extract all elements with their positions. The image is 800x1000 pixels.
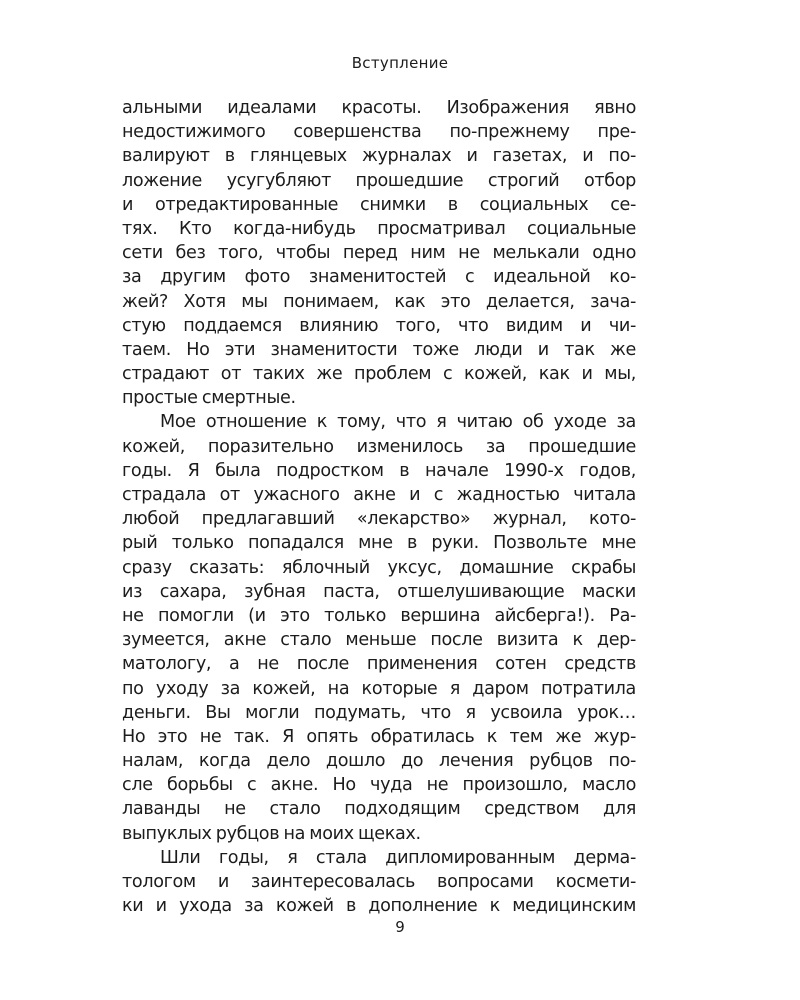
text-line: стую поддаемся влиянию того, что видим и чи- <box>122 315 636 336</box>
text-line: годы. Я была подростком в начале 1990-х годов, <box>122 460 636 481</box>
text-line: Шли годы, я стала дипломированным дерма- <box>160 847 636 868</box>
running-header: Вступление <box>351 54 449 72</box>
text-line: не помогли (и это только вершина айсберга!). Ра- <box>122 605 636 626</box>
text-line: простые смертные. <box>122 388 296 409</box>
text-line: страдала от ужасного акне и с жадностью читала <box>122 485 636 505</box>
text-line: за другим фото знаменитостей с идеальной ко- <box>122 267 636 288</box>
text-line: деньги. Вы могли подумать, что я усвоила урок… <box>122 702 636 723</box>
text-line: из сахара, зубная паста, отшелушивающие маски <box>122 581 636 602</box>
text-line: зумеется, акне стало меньше после визита к дер- <box>122 630 636 651</box>
text-line: таем. Но эти знаменитости тоже люди и так же <box>122 339 636 360</box>
text-line: сразу сказать: яблочный уксус, домашние скрабы <box>122 557 636 578</box>
text-line: валируют в глянцевых журналах и газетах, и по- <box>122 146 636 167</box>
text-line: страдают от таких же проблем с кожей, как и мы, <box>122 364 636 385</box>
text-line: сети без того, чтобы перед ним не мелькали одно <box>122 243 636 264</box>
text-line: сле борьбы с акне. Но чуда не произошло, масло <box>122 775 636 796</box>
text-line: альными идеалами красоты. Изображения явно <box>122 98 636 118</box>
text-line: жей? Хотя мы понимаем, как это делается, зача- <box>122 291 636 312</box>
text-line: тях. Кто когда-нибудь просматривал социальные <box>122 218 636 239</box>
text-line: кожей, поразительно изменилось за прошедшие <box>122 436 636 457</box>
text-line: матологу, а не после применения сотен средств <box>122 654 636 675</box>
text-line: недостижимого совершенства по-прежнему пре- <box>122 122 636 143</box>
text-line: рый только попадался мне в руки. Позвольте мне <box>122 533 636 554</box>
text-line: налам, когда дело дошло до лечения рубцов по- <box>122 751 636 772</box>
text-line: лаванды не стало подходящим средством для <box>122 799 636 820</box>
text-line: по уходу за кожей, на которые я даром потратила <box>122 678 636 699</box>
text-line: ки и ухода за кожей в дополнение к медицинским <box>122 896 636 917</box>
page-number: 9 <box>395 918 405 936</box>
text-line: тологом и заинтересовалась вопросами космети- <box>122 872 636 892</box>
text-line: любой предлагавший «лекарство» журнал, кото- <box>122 509 636 530</box>
text-line: и отредактированные снимки в социальных се- <box>122 194 636 215</box>
text-line: ложение усугубляют прошедшие строгий отбор <box>122 170 636 191</box>
body-text <box>122 96 636 918</box>
text-line: выпуклых рубцов на моих щеках. <box>122 823 421 844</box>
text-line: Но это не так. Я опять обратилась к тем же жур- <box>122 726 636 747</box>
text-line: Мое отношение к тому, что я читаю об уходе за <box>160 412 636 433</box>
